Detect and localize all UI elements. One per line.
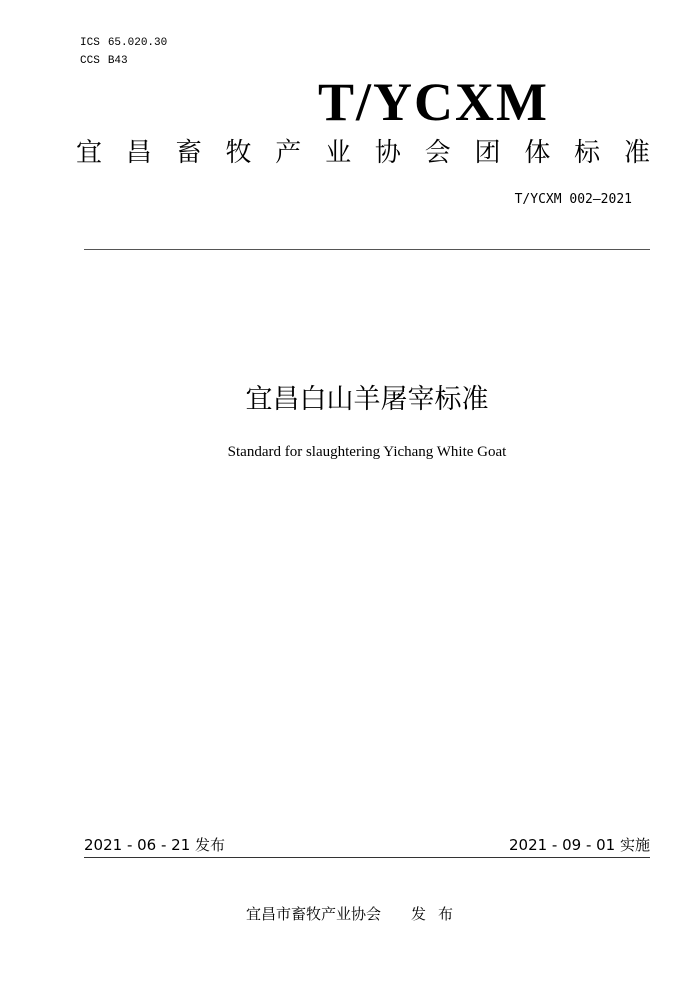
issue-date: 2021 - 06 - 21 发布 bbox=[84, 836, 226, 854]
standard-number: T/YCXM 002—2021 bbox=[514, 192, 632, 207]
assoc-char: 产 bbox=[275, 138, 302, 168]
ics-row bbox=[80, 34, 167, 52]
publish-verb: 发布 bbox=[411, 905, 466, 923]
document-title-chinese: 宜昌白山羊屠宰标准 bbox=[245, 384, 489, 415]
assoc-char: 业 bbox=[325, 138, 352, 168]
document-title-english: Standard for slaughtering Yichang White Goat bbox=[227, 444, 507, 460]
assoc-char: 标 bbox=[574, 138, 601, 168]
assoc-char: 准 bbox=[623, 138, 650, 168]
assoc-char: 会 bbox=[424, 138, 451, 168]
ccs-row bbox=[80, 52, 167, 70]
brand-code: T/YCXM bbox=[318, 72, 549, 132]
ccs-label: CCS bbox=[80, 55, 100, 67]
assoc-char: 协 bbox=[374, 138, 401, 168]
publisher-line bbox=[246, 903, 465, 925]
ics-label: ICS bbox=[80, 37, 100, 49]
association-standard-title bbox=[76, 133, 650, 173]
assoc-char: 团 bbox=[474, 138, 501, 168]
assoc-char: 宜 bbox=[76, 138, 103, 168]
header-divider bbox=[84, 249, 650, 250]
ccs-value: B43 bbox=[107, 55, 128, 67]
classification-codes bbox=[80, 34, 167, 70]
assoc-char: 牧 bbox=[225, 138, 252, 168]
implementation-date: 2021 - 09 - 01 实施 bbox=[508, 836, 650, 854]
ics-value: 65.020.30 bbox=[107, 37, 168, 49]
assoc-char: 昌 bbox=[125, 138, 152, 168]
assoc-char: 体 bbox=[524, 138, 551, 168]
footer-divider bbox=[84, 857, 650, 858]
assoc-char: 畜 bbox=[175, 138, 202, 168]
publisher-name: 宜昌市畜牧产业协会 bbox=[246, 905, 382, 923]
